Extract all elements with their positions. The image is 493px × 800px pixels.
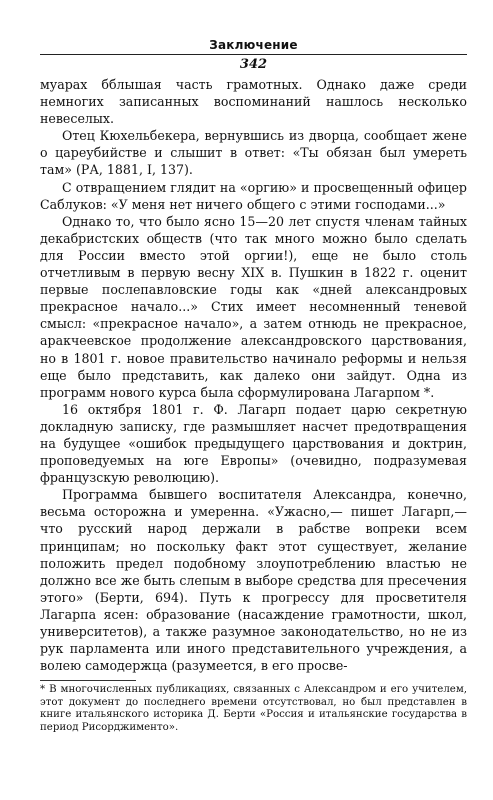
running-head: Заключение [209,38,298,52]
paragraph-pushkin: Однако то, что было ясно 15—20 лет спустя членам тайных декабристских обществ (что так много можно было сделать для России вместо этой оргии!), еще не было столь отчетливым в первую весну XIX в. Пушкин в 1822 г. оценит первые послепавловские годы как «дней александровых прекрасное начало...» Стих имеет несомненный теневой смысл: «прекрасное начало», а затем отнюдь не прекрасное, аракчеевское продолжение александровского царствования, но в 1801 г. новое правительство начинало реформы и нельзя еще было представить, как далеко они зайдут. Одна из программ нового курса была сформулирована Лагарпом *. [40,213,467,400]
page-number: 342 [239,57,268,72]
header-rule [40,54,467,55]
paragraph-laharpe-note: 16 октября 1801 г. Ф. Лагарп подает царю секретную докладную записку, где размышляет насчет предотвращения на будущее «ошибок предыдущего царствования и доктрин, проповедуемых на юге Европы» (очевидно, подразумевая французскую революцию). [40,401,467,486]
paragraph-laharpe-program: Программа бывшего воспитателя Александра, конечно, весьма осторожна и умеренна. «Ужасно,— пишет Лагарп,— что русский народ держали в рабстве вопреки всем принципам; но поскольку факт этот существует, желание положить предел подобному злоупотреблению властью не должно все же быть слепым в выборе средства для пресечения этого» (Берти, 694). Путь к прогрессу для просветителя Лагарпа ясен: образование (насаждение грамотности, школ, университетов), а также разумное законодательство, но не из рук парламента или иного представительного учреждения, а волею самодержца (разумеется, в его просве- [40,487,467,674]
paragraph-continuation: муарах бблышая часть грамотных. Однако даже среди немногих записанных воспоминаний нашлось несколько невеселых. [40,77,467,127]
body-text [40,76,467,674]
paragraph-sablukov: С отвращением глядит на «оргию» и просвещенный офицер Саблуков: «У меня нет ничего общего с этими господами...» [40,179,467,212]
footnote-rule [40,680,136,681]
footnote: * В многочисленных публикациях, связанных с Александром и его учителем, этот документ до последнего времени отсутствовал, но был представлен в книге итальянского историка Д. Берти «Россия и итальянские государства в период Рисорджименто». [40,684,467,734]
paragraph-kuchelbecker: Отец Кюхельбекера, вернувшись из дворца, сообщает жене о цареубийстве и слышит в ответ: «Ты обязан был умереть там» (РА, 1881, I, 137). [40,128,467,178]
